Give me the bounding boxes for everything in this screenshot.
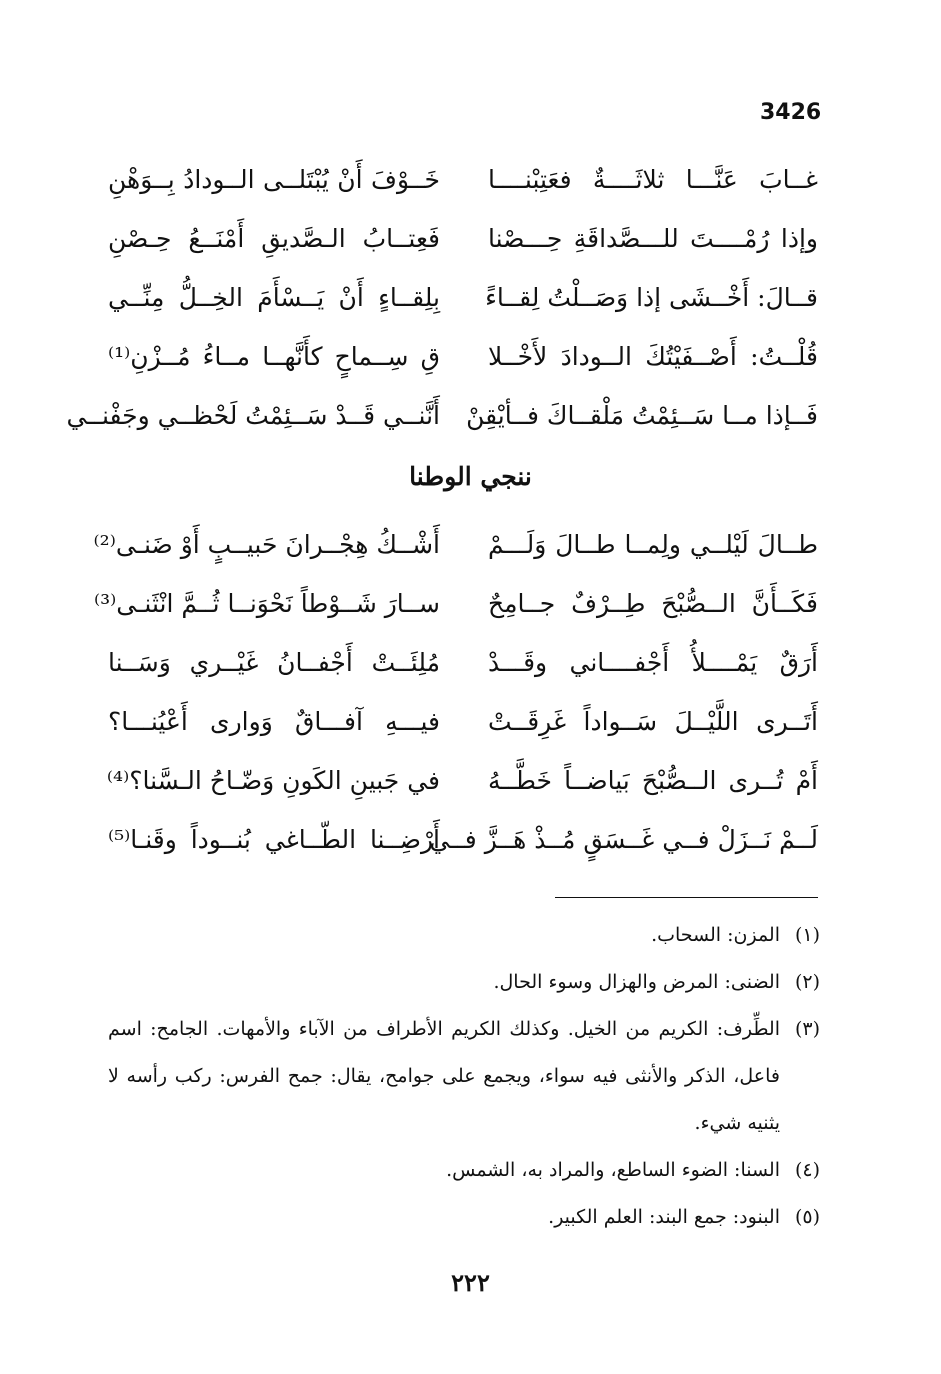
verse — [0, 386, 941, 445]
footnote — [108, 1194, 820, 1241]
verse-second-hemistich: ســارَ شَــوْطاً نَحْوَنــا ثُــمَّ انْثَنـى⁽³⁾ — [93, 589, 440, 618]
footnote-text: الطِّرف: الكريم من الخيل. وكذلك الكريم الأطراف من الآباء والأمهات. الجامح: اسم فاعل، الذكر والأنثى فيه سواء، ويجمع على جوامح، يقال: جمح الفرس: ركب رأسه لا يثنيه شيء. — [108, 1018, 780, 1134]
verse — [0, 327, 941, 386]
verse-second-hemistich: فَعِتــابُ الـصَّديقِ أَمْنَــعُ حِـصْنِ — [108, 224, 440, 253]
verse-second-hemistich: خَــوْفَ أَنْ يُبْتَلــى الــودادُ بِــوَهْنِ — [108, 165, 440, 194]
footnote — [108, 1147, 820, 1194]
verse-first-hemistich: فَــإذا مــا سَــئِمْتُ مَلْقــاكَ فــأيْقِنْ — [466, 401, 818, 430]
verse-first-hemistich: وإذا رُمْــــتَ للـــصَّداقَةِ حِـــصْنا — [488, 224, 818, 253]
page-id: 3426 — [760, 100, 822, 125]
footnote-text: السنا: الضوء الساطع، والمراد به، الشمس. — [446, 1159, 780, 1181]
verse-second-hemistich: أَرْضِــنا الطّــاغي بُنــوداً وقَنـا⁽⁵⁾ — [108, 825, 440, 854]
verse-first-hemistich: أَتَــرى اللَّيْــلَ سَــواداً غَرِقَــتْ — [488, 707, 818, 736]
verse — [0, 810, 941, 869]
verse-second-hemistich: أَنَّنــي قَــدْ سَــئِمْتُ لَحْظــي وجَفْنــي — [66, 401, 440, 430]
verse-first-hemistich: طــالَ لَيْلــي ولِمــا طــالَ وَلَـــمْ — [488, 530, 818, 559]
footnote — [108, 1006, 820, 1147]
footnote — [108, 912, 820, 959]
poem-title: ننجي الوطنا — [409, 462, 532, 491]
verse — [0, 515, 941, 574]
page-number: ٢٢٢ — [451, 1268, 490, 1297]
verse — [0, 574, 941, 633]
verse — [0, 150, 941, 209]
footnote — [108, 959, 820, 1006]
poem-second — [0, 515, 941, 869]
footnote-text: المزن: السحاب. — [651, 924, 780, 946]
footnote-divider — [555, 897, 818, 898]
footnote-number: (٥) — [794, 1206, 820, 1228]
footnote-number: (١) — [794, 924, 820, 946]
footnote-text: البنود: جمع البند: العلم الكبير. — [548, 1206, 780, 1228]
poem-first — [0, 150, 941, 445]
verse-second-hemistich: في جَبينِ الكَونِ وَضّـاحُ الـسَّنا؟⁽⁴⁾ — [106, 766, 440, 795]
footnote-number: (٣) — [794, 1018, 820, 1040]
footnote-number: (٢) — [794, 971, 820, 993]
verse-first-hemistich: فَكَــأَنَّ الــصُّبْحَ طِــرْفٌ جــامِحٌ — [488, 589, 818, 618]
verse — [0, 209, 941, 268]
footnote-number: (٤) — [794, 1159, 820, 1181]
verse-first-hemistich: قُلْــتُ: أَصْــفَيْتُكَ الــودادَ لأَخْــلا — [488, 342, 818, 371]
verse — [0, 633, 941, 692]
verse — [0, 692, 941, 751]
verse-second-hemistich: فيـــهِ آفـــاقٌ وَوارى أَعْيُنـــا؟ — [108, 707, 440, 736]
footnotes — [108, 912, 820, 1241]
verse-first-hemistich: لَــمْ نَــزَلْ فــي غَــسَقٍ مُــذْ هَــزَّ فــي — [429, 825, 818, 854]
verse-second-hemistich: قِ سِــماحٍ كأَنَّهــا مــاءُ مُــزْنِ⁽¹⁾ — [108, 342, 440, 371]
verse-first-hemistich: أَمْ تُــرى الــصُّبْحَ بَياضــاً خَطَّــهُ — [488, 766, 818, 795]
verse-first-hemistich: قــالَ: أَخْــشَى إذا وَصَــلْتُ لِقــاءً — [485, 283, 818, 312]
verse — [0, 751, 941, 810]
verse — [0, 268, 941, 327]
footnote-text: الضنى: المرض والهزال وسوء الحال. — [493, 971, 780, 993]
verse-first-hemistich: أَرَقٌ يَمْــــلأُ أَجْفــــاني وقَـــدْ — [488, 648, 818, 677]
verse-second-hemistich: أَشْــكُ هِجْــرانَ حَبيــبٍ أَوْ ضَنـى⁽²⁾ — [93, 530, 440, 559]
verse-first-hemistich: غــابَ عَنَّـــا ثلاثَــــةٌ فعَتِبْنــــا — [488, 165, 818, 194]
verse-second-hemistich: مُلِئَــتْ أَجْفــانُ غَيْــري وَسَــنا — [108, 648, 440, 677]
verse-second-hemistich: بِلِقــاءٍ أَنْ يَــسْأَمَ الخِــلُّ مِنِّــي — [108, 283, 440, 312]
